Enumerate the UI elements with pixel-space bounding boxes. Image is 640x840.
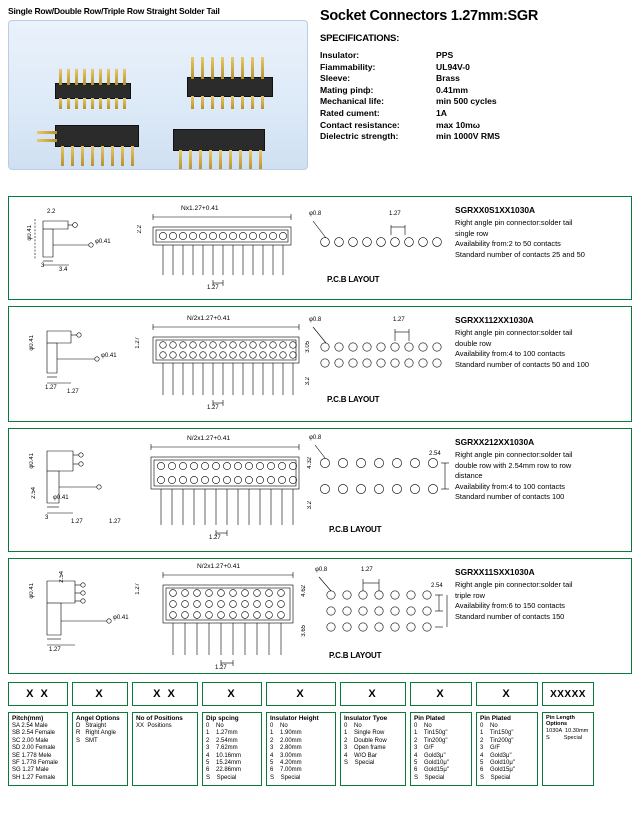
pn-item: 6 7.00mm xyxy=(270,767,302,774)
dim-left-7: 1.27 xyxy=(71,519,83,525)
figure-single-row xyxy=(8,196,632,300)
dim-left-3: 3.05 xyxy=(305,341,311,353)
pn-column-head: Pin Length Options xyxy=(546,715,575,727)
pn-code-box xyxy=(410,682,472,706)
pn-item: SA 2.54 Male xyxy=(12,723,48,729)
pn-code-box xyxy=(72,682,128,706)
pn-item: S Special xyxy=(414,774,445,781)
dim-left-6: 3 xyxy=(45,515,49,521)
connector-photo-4 xyxy=(167,125,277,170)
spec-row xyxy=(320,108,632,120)
pn-item: 1 Tin150g" xyxy=(414,730,448,737)
part-number-options-row xyxy=(8,712,632,786)
dim-left-5: 3 xyxy=(41,263,45,269)
dim-left-4: 3.2 xyxy=(305,377,311,386)
dim-pitch: 1.27 xyxy=(209,535,221,541)
pn-column-items xyxy=(341,723,405,770)
pn-item: 3 G/F xyxy=(414,745,435,752)
dim-left-5: 3.65 xyxy=(301,625,307,637)
pcb-layout-label: P.C.B LAYOUT xyxy=(329,651,382,660)
desc-line: Standard number of contacts 150 xyxy=(455,611,565,621)
desc-line: Availability from:4 to 100 contacts xyxy=(455,481,565,491)
pcb-layout-label: P.C.B LAYOUT xyxy=(327,275,380,284)
pn-column-items xyxy=(267,723,335,785)
spec-value: UL94V-0 xyxy=(436,61,470,72)
connector-photo-2 xyxy=(179,57,279,109)
dim-left-6: 1.27 xyxy=(45,385,57,391)
pn-item: 2 Tin200g" xyxy=(414,737,448,744)
dim-top: Nx1.27+0.41 xyxy=(181,205,219,212)
desc-line: double row xyxy=(455,338,492,348)
dim-left-7: 1.27 xyxy=(49,647,61,653)
desc-line: single row xyxy=(455,228,489,238)
pn-item: 1 Single Row xyxy=(344,730,385,737)
desc-line: distance xyxy=(455,471,483,481)
pn-item: 5 Gold10μ" xyxy=(480,760,515,767)
pn-option-column xyxy=(72,712,128,786)
pn-item: 6 Gold15μ" xyxy=(414,767,449,774)
pn-item: 6 Gold15μ" xyxy=(480,767,515,774)
figure-description xyxy=(455,567,637,622)
desc-line: double row with 2.54mm row to row xyxy=(455,460,572,470)
pn-column-items xyxy=(411,723,471,785)
product-photo xyxy=(8,20,308,170)
pn-item: 1 1.90mm xyxy=(270,730,302,737)
part-code: SGRXX11SXX1030A xyxy=(455,567,535,577)
dim-right: 2.54 xyxy=(429,451,441,457)
pn-column-items xyxy=(203,723,261,785)
dim-left-5: φ0.41 xyxy=(101,353,117,359)
desc-line: Right angle pin connector:solder tail xyxy=(455,218,573,228)
pn-item: 4 3.00mm xyxy=(270,752,302,759)
pn-item: 3 Open frame xyxy=(344,745,386,752)
dim-pitch: 1.27 xyxy=(215,665,227,671)
connector-photo-1 xyxy=(49,69,139,109)
desc-line: triple row xyxy=(455,590,485,600)
spec-key: Insulator: xyxy=(320,50,360,60)
pn-option-column xyxy=(266,712,336,786)
figure-triple-row xyxy=(8,558,632,674)
pn-item: SH 1.27 Female xyxy=(12,774,56,781)
dim-top: N/2x1.27+0.41 xyxy=(187,315,231,322)
part-code: SGRXX0S1XX1030A xyxy=(455,205,536,215)
pn-code: X xyxy=(502,688,512,700)
dim-left-6: 3.4 xyxy=(59,267,68,273)
dim-left-3: 4.32 xyxy=(307,457,313,469)
dim-left-5: φ0.41 xyxy=(53,495,69,501)
pn-item: 3 2.80mm xyxy=(270,745,302,752)
dim-right: 2.54 xyxy=(431,583,443,589)
dim-left-1: φ0.41 xyxy=(29,335,35,351)
desc-line: Availability from:2 to 50 contacts xyxy=(455,239,561,249)
pn-column-items xyxy=(9,723,67,785)
pn-column-items xyxy=(543,728,593,746)
page-title: Socket Connectors 1.27mm:SGR xyxy=(320,8,539,24)
pn-item: 0 No xyxy=(344,723,362,729)
pn-column-items xyxy=(73,723,127,748)
pcb-layout-label: P.C.B LAYOUT xyxy=(329,525,382,534)
pn-item: 2 Double Row xyxy=(344,737,387,744)
pn-item: SB 2.54 Female xyxy=(12,730,56,737)
pn-item: SE 1.778 Mele xyxy=(12,752,52,759)
pn-item: 1 1.27mm xyxy=(206,730,238,737)
pn-option-column xyxy=(202,712,262,786)
pn-item: 1 Tin150g" xyxy=(480,730,514,737)
pn-column-head: Dip spcing xyxy=(206,715,239,722)
pn-item: SC 2.00 Male xyxy=(12,737,49,744)
pn-item: 4 Gold3μ" xyxy=(414,752,446,759)
dim-pitch: 1.27 xyxy=(207,405,219,411)
dim-hole: φ0.8 xyxy=(309,211,322,217)
pn-column-head: Insulator Tyoe xyxy=(344,715,388,722)
spec-row xyxy=(320,73,632,85)
desc-line: Standard number of contacts 100 xyxy=(455,492,565,502)
pn-code-box xyxy=(542,682,594,706)
pn-code-box xyxy=(8,682,68,706)
pn-item: 1030A 10.30mm xyxy=(546,728,589,734)
dim-left-3: 1.27 xyxy=(135,583,141,595)
pn-item: SG 1.27 Male xyxy=(12,767,49,774)
spec-value: 0.41mm xyxy=(436,84,469,95)
pn-column-head: Angel Options xyxy=(76,715,120,722)
pn-item: 0 No xyxy=(270,723,288,729)
pn-item: 4 Gold3μ" xyxy=(480,752,512,759)
dim-pitch: 1.27 xyxy=(207,285,219,291)
pn-option-column xyxy=(132,712,198,786)
dim-left-7: 1.27 xyxy=(67,389,79,395)
pn-code-box xyxy=(476,682,538,706)
pn-code-box xyxy=(266,682,336,706)
desc-line: Availability from:4 to 100 contacts xyxy=(455,349,565,359)
pn-column-items xyxy=(477,723,537,785)
header-left xyxy=(0,0,320,190)
spec-row xyxy=(320,96,632,108)
spec-key: Mating pinф: xyxy=(320,84,374,95)
pn-item: S SMT xyxy=(76,737,98,744)
pn-code-box xyxy=(340,682,406,706)
spec-value: min 500 cycles xyxy=(436,96,497,107)
pn-column-head: Insulator Height xyxy=(270,715,319,722)
pn-item: S Special xyxy=(206,774,237,781)
pn-option-column xyxy=(340,712,406,786)
spec-value: Brass xyxy=(436,73,460,84)
spec-row xyxy=(320,62,632,74)
pn-item: 0 No xyxy=(414,723,432,729)
dim-left-1: φ0.41 xyxy=(29,453,35,469)
dim-left-4: 3.2 xyxy=(307,501,313,510)
spec-key: Mechanical life: xyxy=(320,96,384,107)
pn-option-column xyxy=(410,712,472,786)
pn-item: 2 Tin200g" xyxy=(480,737,514,744)
spec-value: 1A xyxy=(436,107,447,118)
figure-description xyxy=(455,437,637,502)
dim-hole: φ0.8 xyxy=(315,567,328,573)
spec-key: Fiammability: xyxy=(320,61,376,72)
dim-right-top: 1.27 xyxy=(361,567,373,573)
pn-item: 5 15.24mm xyxy=(206,760,242,767)
pn-code: X xyxy=(368,688,378,700)
figure-double-row xyxy=(8,306,632,422)
pn-item: 3 G/F xyxy=(480,745,501,752)
dim-right: 1.27 xyxy=(393,317,405,323)
pn-code: X xyxy=(95,688,105,700)
pn-code: X X xyxy=(26,688,50,700)
dim-left-1: φ0.41 xyxy=(29,583,35,599)
pn-item: 5 Gold10μ" xyxy=(414,760,449,767)
page-header xyxy=(0,0,640,190)
pn-item: 4 10.16mm xyxy=(206,752,242,759)
dim-hole: φ0.8 xyxy=(309,435,322,441)
desc-line: Standard number of contacts 50 and 100 xyxy=(455,359,589,369)
spec-value: min 1000V RMS xyxy=(436,131,500,142)
header-caption: Single Row/Double Row/Triple Row Straight Solder Tail xyxy=(8,6,220,16)
spec-key: Dielectric strength: xyxy=(320,131,399,142)
pcb-layout-label: P.C.B LAYOUT xyxy=(327,395,380,404)
pn-item: 3 7.62mm xyxy=(206,745,238,752)
desc-line: Standard number of contacts 25 and 50 xyxy=(455,249,585,259)
header-right xyxy=(320,0,640,190)
dim-left-2: 1.27 xyxy=(135,337,141,349)
connector-photo-3 xyxy=(37,121,147,169)
dim-top: N/2x1.27+0.41 xyxy=(187,435,231,442)
pn-code-box xyxy=(202,682,262,706)
spec-value: max 10mω xyxy=(436,119,481,130)
pn-code: XXXXX xyxy=(550,688,586,700)
pn-item: XX Positions xyxy=(136,723,172,729)
spec-row xyxy=(320,131,632,143)
pn-item: 4 W/O Bar xyxy=(344,752,378,759)
pn-item: 2 2.00mm xyxy=(270,737,302,744)
pn-item: 6 22.86mm xyxy=(206,767,242,774)
pn-item: 2 2.54mm xyxy=(206,737,238,744)
pn-code: X X xyxy=(153,688,177,700)
specifications-table xyxy=(320,50,632,143)
pn-column-head: Pin Plated xyxy=(480,715,511,722)
dim-left-3: 2.2 xyxy=(137,225,143,234)
dim-left-1: φ0.41 xyxy=(27,225,33,241)
desc-line: Right angle pin connector:solder tail xyxy=(455,580,573,590)
pn-column-items xyxy=(133,723,197,733)
dim-left-4: 4.62 xyxy=(301,585,307,597)
spec-value: PPS xyxy=(436,50,454,60)
spec-key: Rated cument: xyxy=(320,107,380,118)
pn-code: X xyxy=(227,688,237,700)
pn-item: 5 4.20mm xyxy=(270,760,302,767)
pn-code: X xyxy=(436,688,446,700)
figure-double-row-254 xyxy=(8,428,632,552)
spec-row xyxy=(320,85,632,97)
pn-column-head: Pin Plated xyxy=(414,715,445,722)
part-code: SGRXX112XX1030A xyxy=(455,315,534,325)
pn-item: S Special xyxy=(344,760,375,767)
desc-line: Right angle pin connector:solder tail xyxy=(455,450,573,460)
pn-item: SF 1.778 Female xyxy=(12,760,59,767)
pn-item: S Special xyxy=(480,774,511,781)
dim-right: 1.27 xyxy=(389,211,401,217)
part-number-code-row xyxy=(8,682,632,706)
dim-top: N/2x1.27+0.41 xyxy=(197,563,241,570)
pn-item: S Special xyxy=(546,735,583,742)
pn-item: 0 No xyxy=(480,723,498,729)
pn-option-column xyxy=(8,712,68,786)
pn-code: X xyxy=(296,688,306,700)
dim-left-2: 2.2 xyxy=(47,209,56,215)
pn-column-head: Pitch(mm) xyxy=(12,715,44,722)
pn-option-column xyxy=(542,712,594,786)
pn-code-box xyxy=(132,682,198,706)
spec-key: Sleeve: xyxy=(320,73,351,84)
figure-description xyxy=(455,205,637,260)
specs-label: SPECIFICATIONS: xyxy=(320,33,400,44)
part-code: SGRXX212XX1030A xyxy=(455,437,535,447)
pn-item: R Right Angle xyxy=(76,730,117,737)
desc-line: Right angle pin connector:solder tail xyxy=(455,328,573,338)
desc-line: Availability from:6 to 150 contacts xyxy=(455,601,565,611)
pn-column-head: No of Positions xyxy=(136,715,183,722)
pn-item: S Special xyxy=(270,774,301,781)
pn-item: 0 No xyxy=(206,723,224,729)
dim-left-8: 1.27 xyxy=(109,519,121,525)
dim-left-2: 2.54 xyxy=(59,571,65,583)
pn-option-column xyxy=(476,712,538,786)
dim-hole: φ0.8 xyxy=(309,317,322,323)
dim-left-6: φ0.41 xyxy=(113,615,129,621)
spec-key: Contact resistance: xyxy=(320,119,400,130)
pn-item: SD 2.00 Female xyxy=(12,745,56,752)
spec-row xyxy=(320,120,632,132)
dim-left-2: 2.54 xyxy=(31,487,37,499)
dim-left-4: φ0.41 xyxy=(95,239,111,245)
pn-item: D Straight xyxy=(76,723,107,729)
spec-row xyxy=(320,50,632,62)
figure-description xyxy=(455,315,637,370)
